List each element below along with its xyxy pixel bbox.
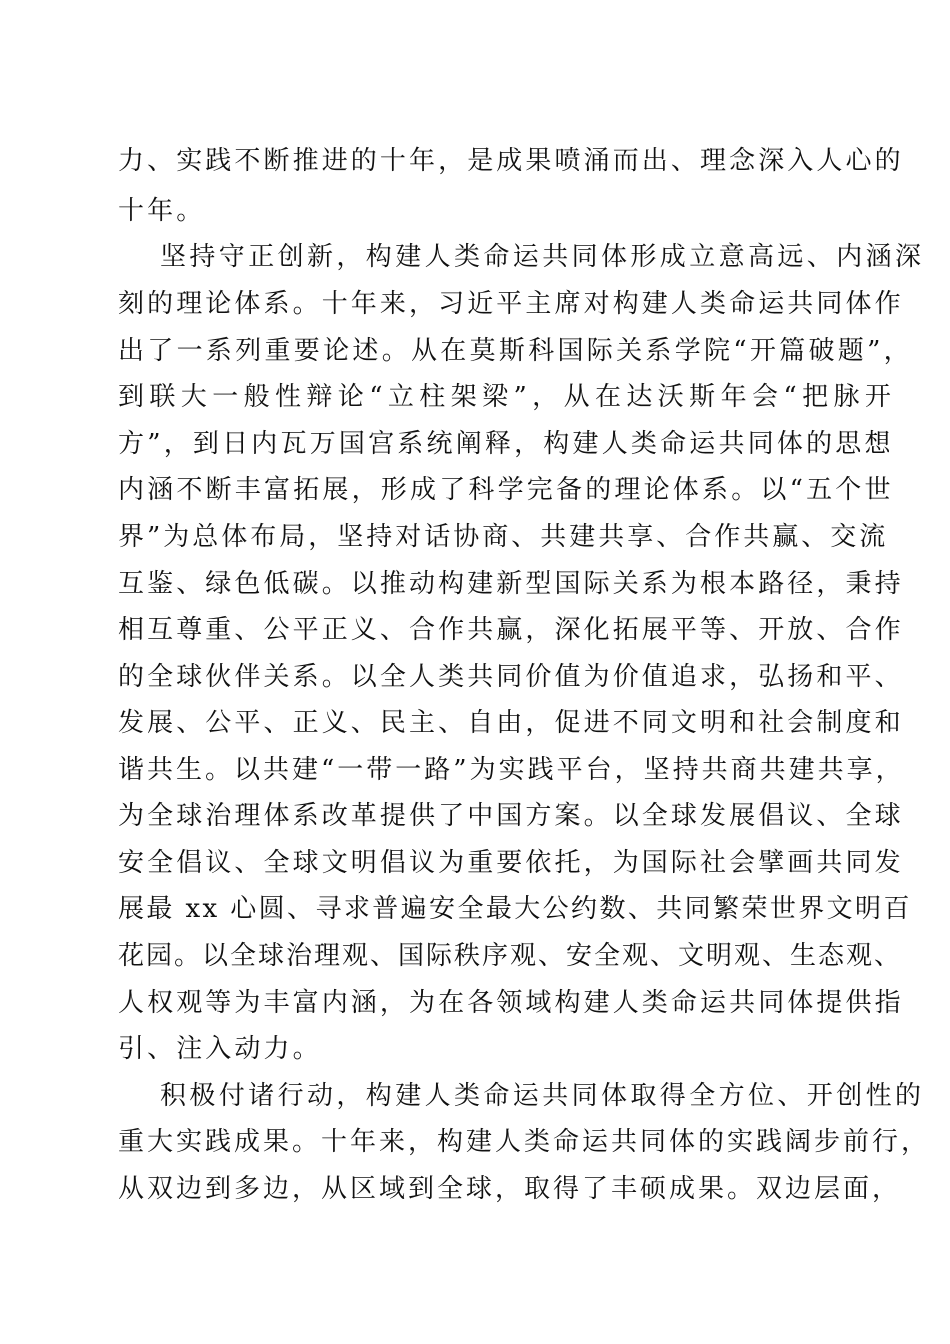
text-line: 刻的理论体系。十年来，习近平主席对构建人类命运共同体作 (118, 289, 904, 319)
text-line: 到联大一般性辩论“立柱架梁”，从在达沃斯年会“把脉开 (118, 382, 897, 412)
text-line: 互鉴、绿色低碳。以推动构建新型国际关系为根本路径，秉持 (118, 569, 904, 599)
text-line: 为全球治理体系改革提供了中国方案。以全球发展倡议、全球 (118, 801, 904, 831)
text-line: 重大实践成果。十年来，构建人类命运共同体的实践阔步前行， (118, 1127, 931, 1157)
text-line: 力、实践不断推进的十年，是成果喷涌而出、理念深入人心的 (118, 146, 904, 176)
text-line: 相互尊重、公平正义、合作共赢，深化拓展平等、开放、合作 (118, 615, 904, 645)
text-line: 花园。以全球治理观、国际秩序观、安全观、文明观、生态观、 (118, 941, 903, 971)
text-line: 方”，到日内瓦万国宫系统阐释，构建人类命运共同体的思想 (118, 429, 894, 459)
text-line: 的全球伙伴关系。以全人类共同价值为价值追求，弘扬和平、 (118, 662, 904, 692)
paragraph-first-line: 坚持守正创新，构建人类命运共同体形成立意高远、内涵深 (160, 242, 925, 272)
text-line: 谐共生。以共建“一带一路”为实践平台，坚持共商共建共享， (118, 755, 905, 785)
paragraph-first-line: 积极付诸行动，构建人类命运共同体取得全方位、开创性的 (160, 1081, 925, 1111)
text-line: 界”为总体布局，坚持对话协商、共建共享、合作共赢、交流 (118, 522, 889, 552)
text-line: 安全倡议、全球文明倡议为重要依托，为国际社会擘画共同发 (118, 848, 904, 878)
text-line: 出了一系列重要论述。从在莫斯科国际关系学院“开篇破题”， (118, 336, 913, 366)
text-line: 展最 xx 心圆、寻求普遍安全最大公约数、共同繁荣世界文明百 (118, 894, 912, 924)
text-line: 从双边到多边，从区域到全球，取得了丰硕成果。双边层面， (118, 1174, 902, 1204)
text-line: 十年。 (118, 196, 206, 226)
text-line: 引、注入动力。 (118, 1034, 322, 1064)
text-line: 人权观等为丰富内涵，为在各领域构建人类命运共同体提供指 (118, 988, 904, 1018)
text-line: 内涵不断丰富拓展，形成了科学完备的理论体系。以“五个世 (118, 475, 894, 505)
text-line: 发展、公平、正义、民主、自由，促进不同文明和社会制度和 (118, 708, 904, 738)
